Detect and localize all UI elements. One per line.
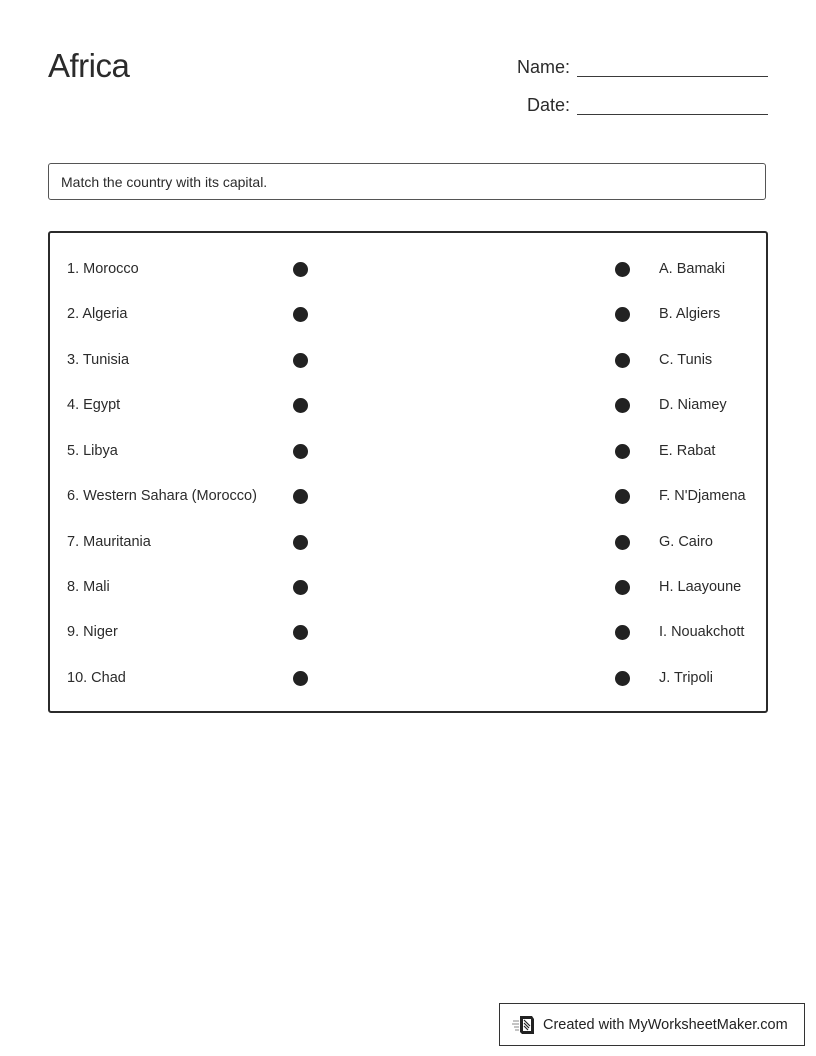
capital-dot-icon[interactable] — [615, 444, 630, 459]
name-field[interactable] — [500, 52, 768, 78]
capital-item: F. N'Djamena — [659, 488, 746, 504]
name-label: Name: — [516, 57, 570, 77]
capital-item: E. Rabat — [659, 443, 716, 459]
country-item: 4. Egypt — [67, 397, 121, 413]
country-item: 3. Tunisia — [67, 352, 130, 368]
capital-item: C. Tunis — [659, 352, 713, 368]
capital-dot-icon[interactable] — [615, 353, 630, 368]
country-dot-icon[interactable] — [293, 307, 308, 322]
match-row — [50, 530, 766, 554]
capital-dot-icon[interactable] — [615, 625, 630, 640]
capital-dot-icon[interactable] — [615, 489, 630, 504]
capital-item: H. Laayoune — [659, 579, 742, 595]
match-row — [50, 620, 766, 644]
capital-dot-icon[interactable] — [615, 262, 630, 277]
capital-dot-icon[interactable] — [615, 671, 630, 686]
country-dot-icon[interactable] — [293, 489, 308, 504]
match-row — [50, 348, 766, 372]
country-dot-icon[interactable] — [293, 625, 308, 640]
country-item: 10. Chad — [67, 670, 126, 686]
country-item: 6. Western Sahara (Morocco) — [67, 488, 257, 504]
country-dot-icon[interactable] — [293, 398, 308, 413]
date-line[interactable] — [577, 113, 768, 115]
capital-item: D. Niamey — [659, 397, 727, 413]
capital-item: I. Nouakchott — [659, 624, 745, 640]
capital-dot-icon[interactable] — [615, 580, 630, 595]
match-row — [50, 666, 766, 690]
capital-item: J. Tripoli — [659, 670, 713, 686]
match-row — [50, 302, 766, 326]
date-field[interactable] — [500, 90, 768, 116]
match-row — [50, 484, 766, 508]
country-item: 8. Mali — [67, 579, 110, 595]
footer-text: Created with MyWorksheetMaker.com — [543, 1016, 788, 1033]
capital-item: G. Cairo — [659, 534, 713, 550]
match-row — [50, 257, 766, 281]
matching-box — [48, 231, 768, 713]
capital-dot-icon[interactable] — [615, 307, 630, 322]
country-item: 2. Algeria — [67, 306, 128, 322]
footer-credit[interactable] — [499, 1003, 805, 1046]
country-dot-icon[interactable] — [293, 580, 308, 595]
name-line[interactable] — [577, 75, 768, 77]
worksheet-title: Africa — [48, 47, 130, 84]
capital-dot-icon[interactable] — [615, 535, 630, 550]
country-item: 9. Niger — [67, 624, 118, 640]
match-row — [50, 575, 766, 599]
country-dot-icon[interactable] — [293, 671, 308, 686]
country-dot-icon[interactable] — [293, 535, 308, 550]
country-dot-icon[interactable] — [293, 444, 308, 459]
capital-item: B. Algiers — [659, 306, 721, 322]
match-row — [50, 439, 766, 463]
instructions-box — [48, 163, 766, 200]
capital-dot-icon[interactable] — [615, 398, 630, 413]
country-dot-icon[interactable] — [293, 262, 308, 277]
instructions-text: Match the country with its capital. — [61, 173, 268, 190]
country-dot-icon[interactable] — [293, 353, 308, 368]
date-label: Date: — [526, 95, 570, 115]
worksheet-maker-logo-icon — [512, 1014, 536, 1036]
match-row — [50, 393, 766, 417]
capital-item: A. Bamaki — [659, 261, 726, 277]
country-item: 1. Morocco — [67, 261, 139, 277]
country-item: 5. Libya — [67, 443, 118, 459]
country-item: 7. Mauritania — [67, 534, 151, 550]
